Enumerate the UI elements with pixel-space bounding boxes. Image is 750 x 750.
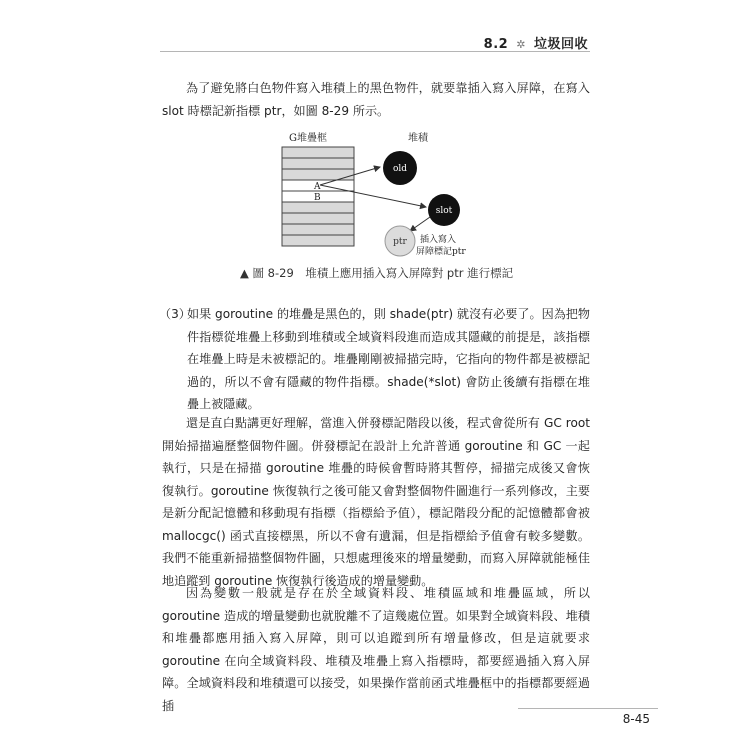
annotation-line-2: 屏障標記ptr: [416, 247, 466, 257]
running-header: [160, 31, 590, 52]
gear-icon: ✲: [516, 38, 526, 51]
stack-cell: [282, 235, 354, 246]
cell-a-label: A: [314, 182, 321, 192]
list-number: （3）: [159, 307, 191, 321]
paragraph-4: 因為變數一般就是存在於全域資料段、堆積區域和堆疊區域，所以 goroutine 造成的增量變動也就脫離不了這幾處位置。如果對全域資料段、堆積和堆疊都應用插入寫入屏障，則可以追蹤到所有增量修改，但是這就要求 goroutine 在向全域資料段、堆積及堆疊上寫入指標時，都要經過插入寫入屏障。全域資料段和堆積還可以接受，如果操作當前函式堆疊框中的指標都要經過插: [162, 586, 590, 713]
arrow-slot-to-ptr: [410, 217, 430, 231]
stack-cell: [282, 202, 354, 213]
figure-8-29: [240, 130, 540, 280]
section-number: 8.2: [483, 37, 509, 52]
page-number: 8-45: [622, 712, 650, 726]
heap-label: 堆積: [408, 133, 428, 144]
paragraph-2-text: 如果 goroutine 的堆疊是黑色的，則 shade(ptr) 就沒有必要了。因為把物件指標從堆疊上移動到堆積或全域資料段進而造成其隱藏的前提是，該指標在堆疊上時是未被標記的。堆疊剛剛被掃描完時，它指向的物件都是被標記過的，所以不會有隱藏的物件指標。shade(*slot) 會防止後續有指標在堆疊上被隱藏。: [187, 307, 590, 411]
footer-rule: [518, 708, 658, 709]
header-text: [484, 33, 588, 52]
stack-cell: [282, 213, 354, 224]
figure-caption: [240, 265, 540, 281]
stack-cell: [282, 147, 354, 158]
paragraph-1: 為了避免將白色物件寫入堆積上的黑色物件，就要靠插入寫入屏障，在寫入 slot 時標記新指標 ptr，如圖 8-29 所示。: [162, 81, 590, 118]
paragraph-2: [159, 303, 590, 416]
section-title: 垃圾回收: [533, 37, 588, 52]
caption-marker-icon: ▲: [240, 266, 249, 280]
figure-diagram: [240, 130, 540, 265]
caption-text: 圖 8-29 堆積上應用插入寫入屏障對 ptr 進行標記: [252, 266, 514, 280]
annotation-line-1: 插入寫入: [420, 235, 457, 245]
node-ptr-label: ptr: [393, 237, 407, 247]
paragraph-3: 還是直白點講更好理解，當進入併發標記階段以後，程式會從所有 GC root 開始掃描遍歷整個物件圖。併發標記在設計上允許普通 goroutine 和 GC 一起執行，只是在掃描 goroutine 堆疊的時候會暫時將其暫停，掃描完成後又會恢復執行。goroutine 恢復執行之後可能又會對整個物件圖進行一系列修改，主要是新分配記憶體和移動現有指標（指標給予值），標記階段分配的記憶體都會被 mallocgc() 函式直接標黑，所以不會有遺漏，但是指標給予值會有較多變數。我們不能重新掃描整個物件圖，只想處理後來的增量變動，而寫入屏障就能極佳地追蹤到 goroutine 恢復執行後造成的增量變動。: [162, 416, 590, 588]
stack-frame-label: G堆疊框: [289, 133, 327, 144]
node-slot-label: slot: [435, 206, 453, 216]
stack-cell: [282, 224, 354, 235]
stack-cell: [282, 158, 354, 169]
cell-b-label: B: [314, 193, 321, 203]
node-old-label: old: [392, 164, 408, 174]
